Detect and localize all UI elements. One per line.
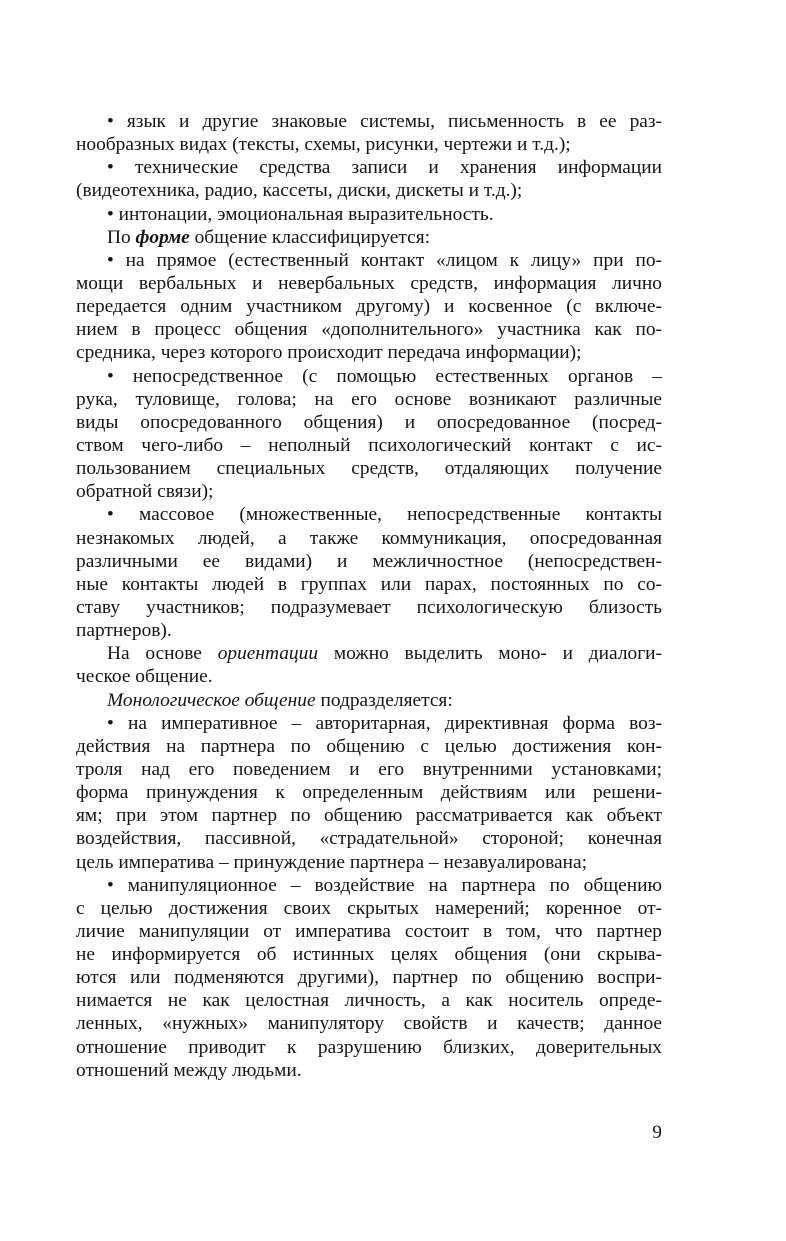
text-line: средника, через которого происходит передача информации);	[76, 342, 582, 364]
text-run: подразделяется:	[315, 689, 453, 711]
text-line: партнеров).	[76, 620, 172, 642]
paragraph	[76, 689, 662, 712]
paragraph	[76, 365, 662, 504]
text-line: мощи вербальных и невербальных средств, информация лично	[76, 272, 662, 294]
page-number: 9	[652, 1122, 662, 1143]
text-run: На основе	[107, 643, 218, 665]
text-run: можно выделить моно- и диалоги-	[318, 643, 662, 665]
text-line: • технические средства записи и хранения информации	[107, 157, 662, 179]
text-run: общение классифицируется:	[189, 226, 431, 248]
paragraph	[76, 503, 662, 642]
text-line: передается одним участником другому) и косвенное (с включе-	[76, 296, 662, 318]
paragraph	[76, 156, 662, 202]
text-line: не информируется об истинных целях общения (они скрыва-	[76, 944, 662, 966]
paragraph	[76, 226, 662, 249]
text-line: • манипуляционное – воздействие на партнера по общению	[107, 874, 662, 896]
paragraph	[76, 203, 662, 226]
text-line: • на прямое (естественный контакт «лицом к лицу» при по-	[107, 249, 662, 271]
text-line: виды опосредованного общения) и опосредованное (посред-	[76, 411, 662, 433]
text-line: ставу участников; подразумевает психологическую близость	[76, 596, 662, 618]
text-line: действия на партнера по общению с целью достижения кон-	[76, 735, 662, 757]
text-line	[76, 689, 662, 712]
text-line: ям; при этом партнер по общению рассматривается как объект	[76, 805, 662, 827]
emphasis-italic: Монологическое общение	[107, 689, 316, 711]
text-line: (видеотехника, радио, кассеты, диски, дискеты и т.д.);	[76, 180, 523, 202]
text-line: нимается не как целостная личность, а как носитель опреде-	[76, 990, 662, 1012]
text-line: воздействия, пассивной, «страдательной» стороной; конечная	[76, 828, 662, 850]
text-line: ческое общение.	[76, 666, 213, 688]
text-line: нообразных видах (тексты, схемы, рисунки, чертежи и т.д.);	[76, 134, 571, 156]
text-line: рука, туловище, голова; на его основе возникают различные	[76, 388, 662, 410]
text-line: • интонации, эмоциональная выразительность.	[107, 203, 494, 225]
text-line: троля над его поведением и его внутренними установками;	[76, 758, 662, 780]
text-line: незнакомых людей, а также коммуникация, опосредованная	[76, 527, 662, 549]
text-line: пользованием специальных средств, отдаляющих получение	[76, 458, 662, 480]
emphasis-italic: ориентации	[217, 643, 319, 665]
paragraph	[76, 642, 662, 688]
text-line: • язык и другие знаковые системы, письменность в ее раз-	[107, 111, 662, 132]
text-line: • массовое (множественные, непосредственные контакты	[107, 504, 662, 526]
text-line: ленных, «нужных» манипулятору свойств и качеств; данное	[76, 1013, 662, 1035]
body-text	[76, 110, 662, 1082]
text-line: с целью достижения своих скрытых намерений; коренное от-	[76, 897, 662, 919]
text-line: цель императива – принуждение партнера – незавуалирована;	[76, 851, 587, 873]
text-line: • на императивное – авторитарная, директивная форма воз-	[107, 712, 662, 734]
text-line: личие манипуляции от императива состоит в том, что партнер	[76, 920, 662, 942]
text-line: обратной связи);	[76, 481, 214, 503]
text-run: По	[107, 226, 136, 248]
paragraph	[76, 249, 662, 365]
text-line: отношение приводит к разрушению близких, доверительных	[76, 1036, 662, 1058]
text-line: различными ее видами) и межличностное (непосредствен-	[76, 550, 662, 572]
text-line: нием в процесс общения «дополнительного» участника как по-	[76, 319, 662, 341]
text-line: ством чего-либо – неполный психологический контакт с ис-	[76, 434, 662, 456]
text-line: ные контакты людей в группах или парах, постоянных по со-	[76, 573, 662, 595]
text-line: • непосредственное (с помощью естественных органов –	[107, 365, 662, 387]
text-line	[76, 226, 662, 249]
paragraph	[76, 874, 662, 1082]
text-line: ются или подменяются другими), партнер по общению воспри-	[76, 967, 662, 989]
paragraph	[76, 110, 662, 156]
text-line: форма принуждения к определенным действиям или решени-	[76, 782, 662, 804]
text-line	[76, 642, 662, 665]
emphasis-bold-italic: форме	[135, 226, 190, 248]
text-line: отношений между людьми.	[76, 1059, 302, 1081]
paragraph	[76, 712, 662, 874]
